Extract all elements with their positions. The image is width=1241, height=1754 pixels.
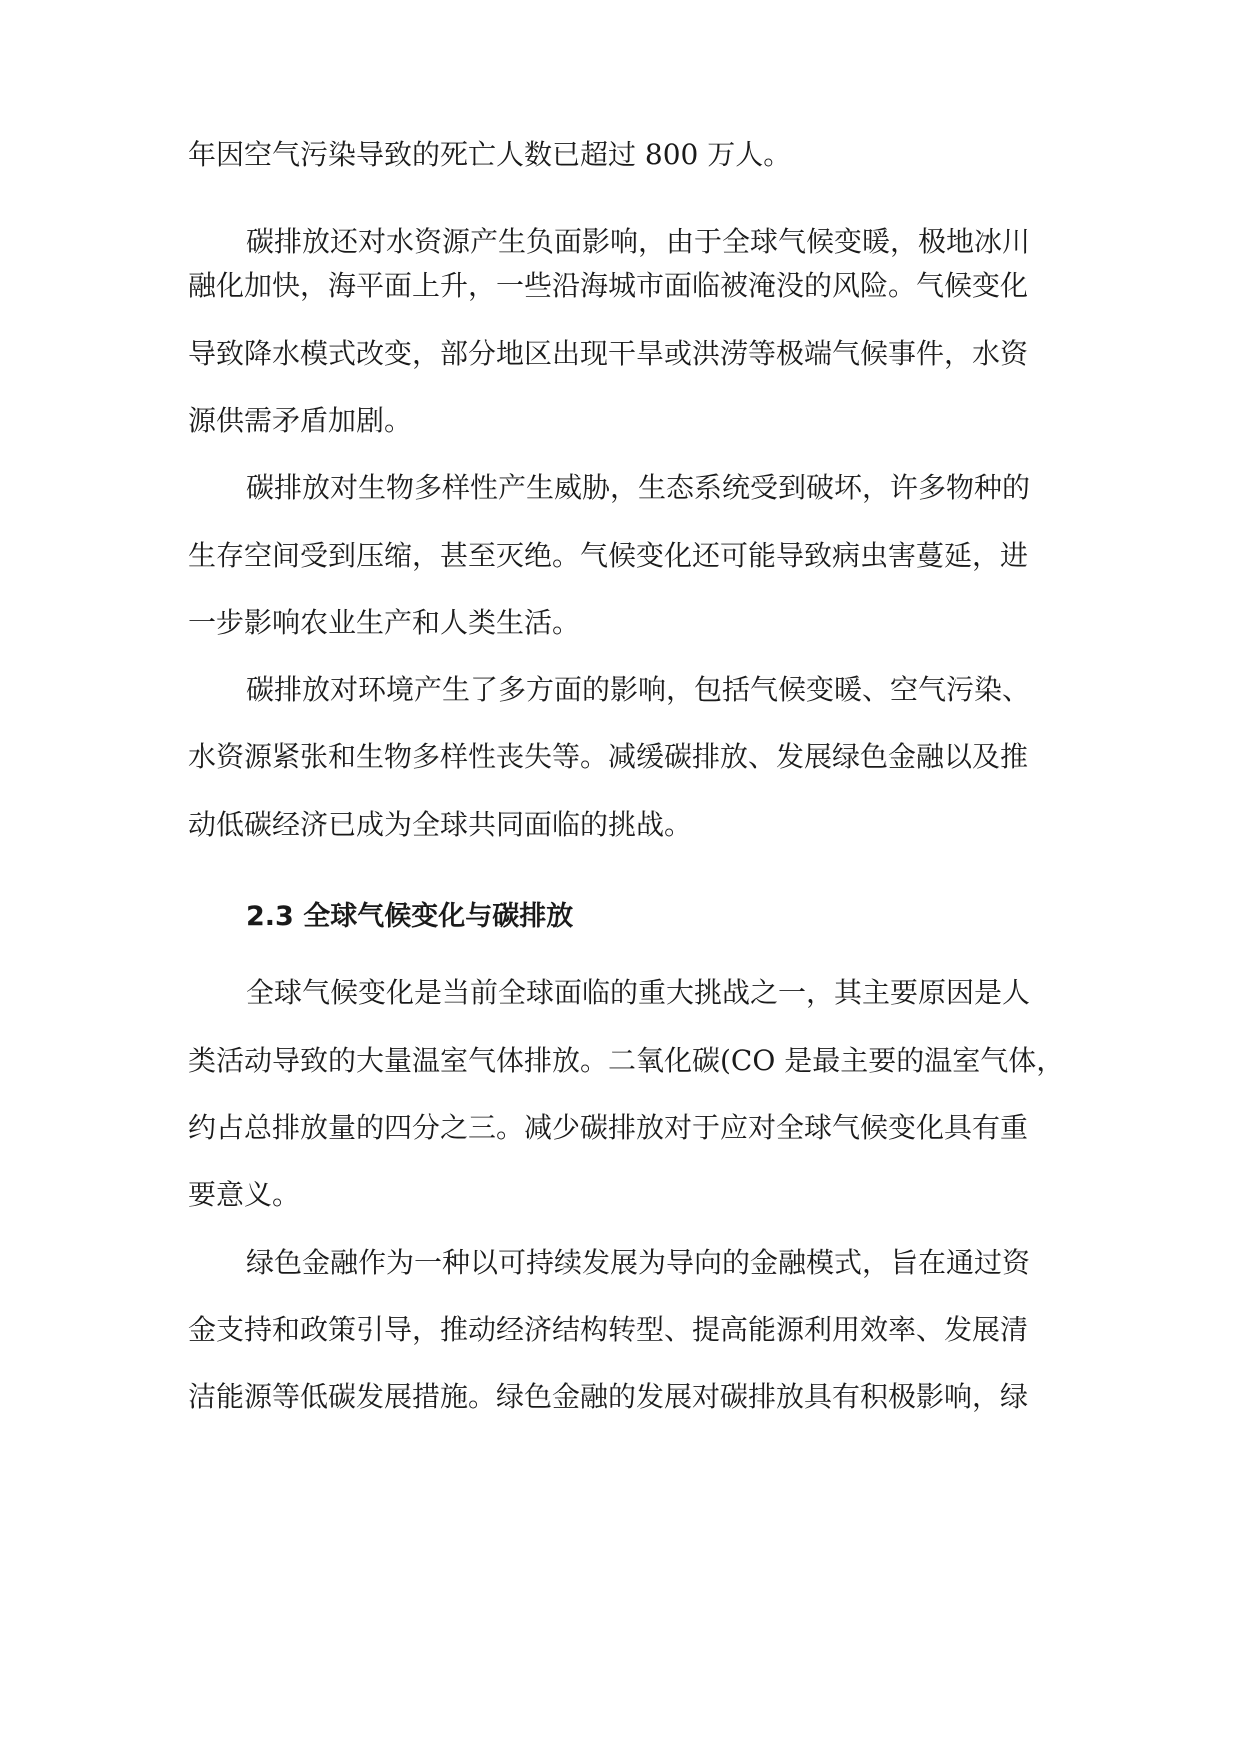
paragraph-line: 类活动导致的大量温室气体排放。二氧化碳(CO 是最主要的温室气体， xyxy=(188,1044,1065,1077)
paragraph-line: 碳排放对环境产生了多方面的影响，包括气候变暖、空气污染、 xyxy=(246,673,1031,706)
paragraph-line: 碳排放对生物多样性产生威胁，生态系统受到破坏，许多物种的 xyxy=(246,471,1031,504)
paragraph-line: 约占总排放量的四分之三。减少碳排放对于应对全球气候变化具有重 xyxy=(188,1111,1029,1144)
paragraph-line: 绿色金融作为一种以可持续发展为导向的金融模式，旨在通过资 xyxy=(246,1246,1031,1279)
paragraph-line: 水资源紧张和生物多样性丧失等。减缓碳排放、发展绿色金融以及推 xyxy=(188,740,1029,773)
paragraph-line: 一步影响农业生产和人类生活。 xyxy=(188,606,581,639)
section-heading: 2.3 全球气候变化与碳排放 xyxy=(246,901,574,932)
paragraph-line: 生存空间受到压缩，甚至灭绝。气候变化还可能导致病虫害蔓延，进 xyxy=(188,539,1029,572)
paragraph-line: 全球气候变化是当前全球面临的重大挑战之一，其主要原因是人 xyxy=(246,976,1031,1009)
paragraph-line: 源供需矛盾加剧。 xyxy=(188,404,413,437)
paragraph-line: 要意义。 xyxy=(188,1178,301,1211)
paragraph-line: 碳排放还对水资源产生负面影响，由于全球气候变暖，极地冰川 xyxy=(246,225,1031,258)
paragraph-line: 融化加快，海平面上升，一些沿海城市面临被淹没的风险。气候变化 xyxy=(188,269,1029,302)
paragraph-line: 金支持和政策引导，推动经济结构转型、提高能源利用效率、发展清 xyxy=(188,1313,1029,1346)
paragraph-line: 年因空气污染导致的死亡人数已超过 800 万人。 xyxy=(188,138,792,171)
paragraph-line: 导致降水模式改变，部分地区出现干旱或洪涝等极端气候事件，水资 xyxy=(188,337,1029,370)
paragraph-line: 动低碳经济已成为全球共同面临的挑战。 xyxy=(188,808,693,841)
paragraph-line: 洁能源等低碳发展措施。绿色金融的发展对碳排放具有积极影响，绿 xyxy=(188,1380,1029,1413)
